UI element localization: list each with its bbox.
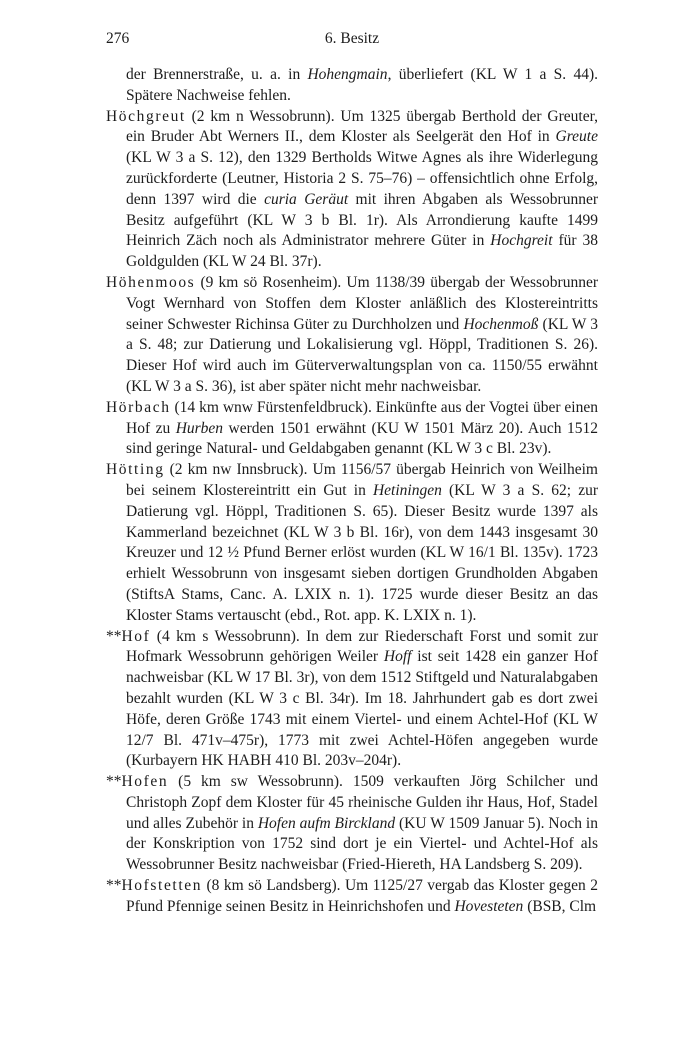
running-head: 6. Besitz xyxy=(324,30,380,47)
entry-headword: Hofstetten xyxy=(121,877,203,895)
entry-headword: Hofen xyxy=(121,773,169,791)
entry-headword: Hötting xyxy=(106,461,165,479)
entry-marker: ** xyxy=(106,773,122,791)
entry-headword: Hof xyxy=(121,627,151,645)
entry-headword: Höhenmoos xyxy=(106,273,196,291)
entry-marker: ** xyxy=(106,877,122,895)
entry-marker: ** xyxy=(106,627,122,645)
entry-hoechgreut: Höchgreut (2 km n Wessobrunn). Um 1325 übergab Berthold der Greuter, ein Bruder Abt Werners II., dem Kloster als Seelgerät den Hof in Greute (KL W 3 a S. 12), den 1329 Bertholds Witwe Agnes als ihre Widerlegung zurückforderte (Leutner, Historia 2 S. 75–76) – offensichtlich ohne Erfolg, denn 1397 wird die curia Geräut mit ihren Abgaben als Wessobrunner Besitz aufgeführt (KL W 3 b Bl. 1r). Als Arrondierung kaufte 1499 Heinrich Zäch noch als Administrator mehrere Güter in Hochgreit für 38 Goldgulden (KL W 24 Bl. 37r). xyxy=(106,107,598,271)
page-body xyxy=(106,65,598,918)
continued-paragraph: der Brennerstraße, u. a. in Hohengmain, überliefert (KL W 1 a S. 44). Spätere Nachweise fehlen. xyxy=(126,66,598,104)
entry-hofstetten: **Hofstetten (8 km sö Landsberg). Um 1125/27 vergab das Kloster gegen 2 Pfund Pfennige seinen Besitz in Heinrichshofen und Hovesteten (BSB, Clm xyxy=(106,877,598,915)
entry-hoerbach: Hörbach (14 km wnw Fürstenfeldbruck). Einkünfte aus der Vogtei über einen Hof zu Hurben werden 1501 erwähnt (KU W 1501 März 20). Auch 1512 sind geringe Natural- und Geldabgaben genannt (KL W 3 c Bl. 23v). xyxy=(106,398,598,458)
page-header xyxy=(106,30,598,50)
entry-headword: Höchgreut xyxy=(106,107,186,125)
page-number: 276 xyxy=(106,30,130,47)
entry-hoehenmoos: Höhenmoos (9 km sö Rosenheim). Um 1138/39 übergab der Wessobrunner Vogt Wernhard von Stoffen dem Kloster anläßlich des Klostereintritts seiner Schwester Richinsa Güter zu Durchholzen und Hochenmoß (KL W 3 a S. 48; zur Datierung und Lokalisierung vgl. Höppl, Traditionen S. 26). Dieser Hof wird auch im Güterverwaltungsplan von ca. 1150/55 erwähnt (KL W 3 a S. 36), ist aber später nicht mehr nachweisbar. xyxy=(106,273,598,395)
entry-hof: **Hof (4 km s Wessobrunn). In dem zur Riederschaft Forst und somit zur Hofmark Wessobrunn gehörigen Weiler Hoff ist seit 1428 ein ganzer Hof nachweisbar (KL W 17 Bl. 3r), von dem 1512 Stiftgeld und Naturalabgaben bezahlt wurden (KL W 3 c Bl. 34r). Im 18. Jahrhundert gab es dort zwei Höfe, deren Größe 1743 mit einem Viertel- und einem Achtel-Hof (KL W 12/7 Bl. 471v–475r), 1773 mit zwei Achtel-Höfen angegeben wurde (Kurbayern HK HABH 410 Bl. 203v–204r). xyxy=(106,627,598,770)
entry-headword: Hörbach xyxy=(106,398,171,416)
entry-hoetting: Hötting (2 km nw Innsbruck). Um 1156/57 übergab Heinrich von Weilheim bei seinem Klostereintritt ein Gut in Hetiningen (KL W 3 a S. 62; zur Datierung vgl. Höppl, Traditionen S. 65). Dieser Besitz wurde 1397 als Kammerland bezeichnet (KL W 3 b Bl. 16r), von dem 1443 insgesamt 30 Kreuzer und 12 ½ Pfund Berner erlöst wurden (KL W 16/1 Bl. 135v). 1723 erhielt Wessobrunn von insgesamt sieben dortigen Grundholden Abgaben (StiftsA Stams, Canc. A. LXIX n. 1). 1725 wurde dieser Besitz an das Kloster Stams vertauscht (ebd., Rot. app. K. LXIX n. 1). xyxy=(106,461,598,624)
entry-hofen: **Hofen (5 km sw Wessobrunn). 1509 verkauften Jörg Schilcher und Christoph Zopf dem Kloster für 45 rheinische Gulden ihr Haus, Hof, Stadel und alles Zubehör in Hofen aufm Birckland (KU W 1509 Januar 5). Noch in der Konskription von 1752 sind dort je ein Viertel- und Achtel-Hof als Wessobrunner Besitz nachweisbar (Fried-Hiereth, HA Landsberg S. 209). xyxy=(106,773,598,874)
